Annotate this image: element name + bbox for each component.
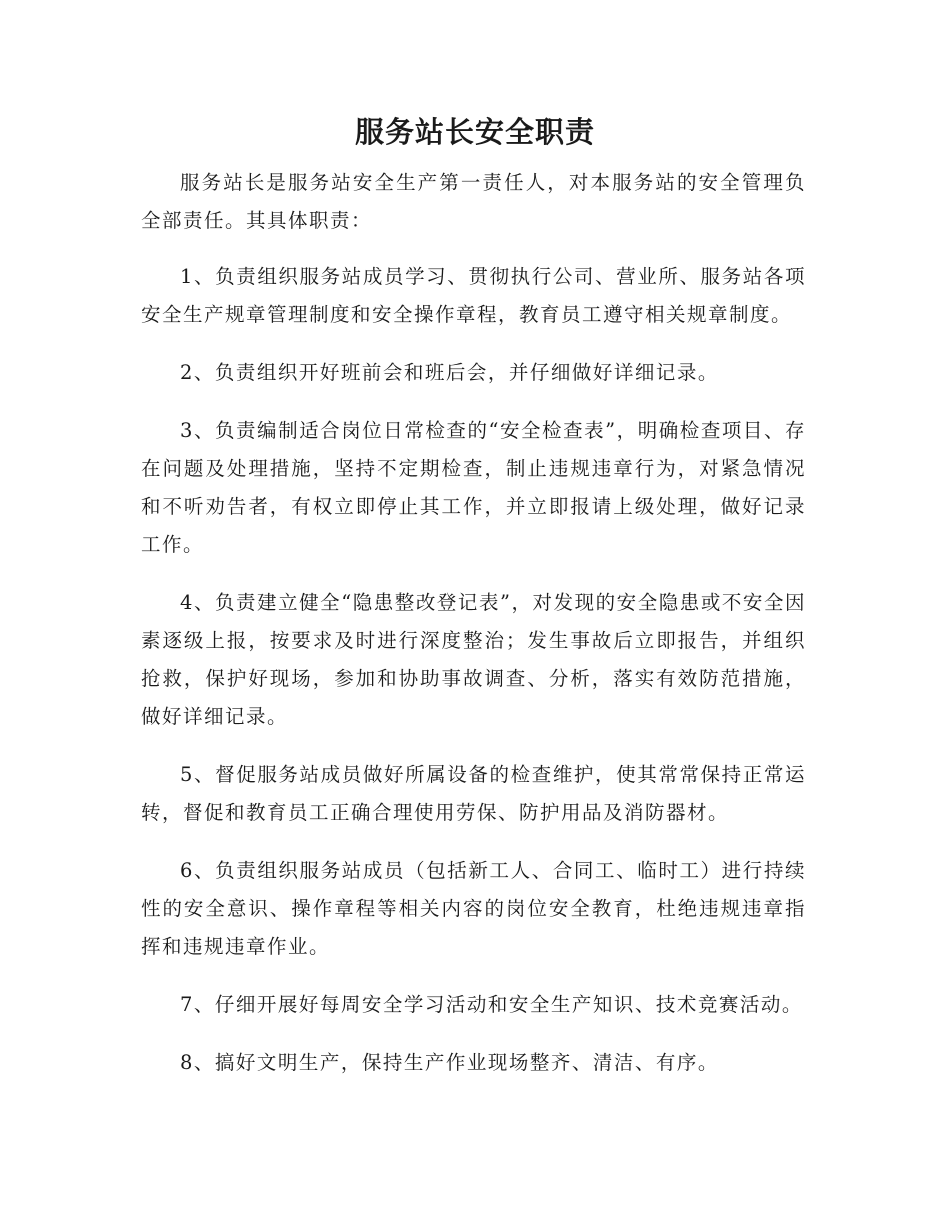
document-body xyxy=(141,164,806,1102)
duty-item-5: 5、督促服务站成员做好所属设备的检查维护，使其常常保持正常运转，督促和教育员工正确合理使用劳保、防护用品及消防器材。 xyxy=(141,763,806,824)
duty-item-8: 8、搞好文明生产，保持生产作业现场整齐、清洁、有序。 xyxy=(180,1051,719,1074)
duty-item-7: 7、仔细开展好每周安全学习活动和安全生产知识、技术竞赛活动。 xyxy=(180,993,803,1016)
duty-item-1: 1、负责组织服务站成员学习、贯彻执行公司、营业所、服务站各项安全生产规章管理制度和安全操作章程，教育员工遵守相关规章制度。 xyxy=(141,265,806,326)
duty-item-3: 3、负责编制适合岗位日常检查的“安全检查表”，明确检查项目、存在问题及处理措施，坚持不定期检查，制止违规违章行为，对紧急情况和不听劝告者，有权立即停止其工作，并立即报请上级处理，做好记录工作。 xyxy=(141,419,806,556)
duty-item-6: 6、负责组织服务站成员（包括新工人、合同工、临时工）进行持续性的安全意识、操作章程等相关内容的岗位安全教育，杜绝违规违章指挥和违规违章作业。 xyxy=(141,859,806,958)
duty-item-2: 2、负责组织开好班前会和班后会，并仔细做好详细记录。 xyxy=(180,361,719,384)
document-title: 服务站长安全职责 xyxy=(354,115,595,149)
duty-item-4: 4、负责建立健全“隐患整改登记表”，对发现的安全隐患或不安全因素逐级上报，按要求及时进行深度整治；发生事故后立即报告，并组织抢救，保护好现场，参加和协助事故调查、分析，落实有效防范措施，做好详细记录。 xyxy=(141,591,806,728)
intro-paragraph: 服务站长是服务站安全生产第一责任人，对本服务站的安全管理负全部责任。其具体职责： xyxy=(141,171,806,232)
